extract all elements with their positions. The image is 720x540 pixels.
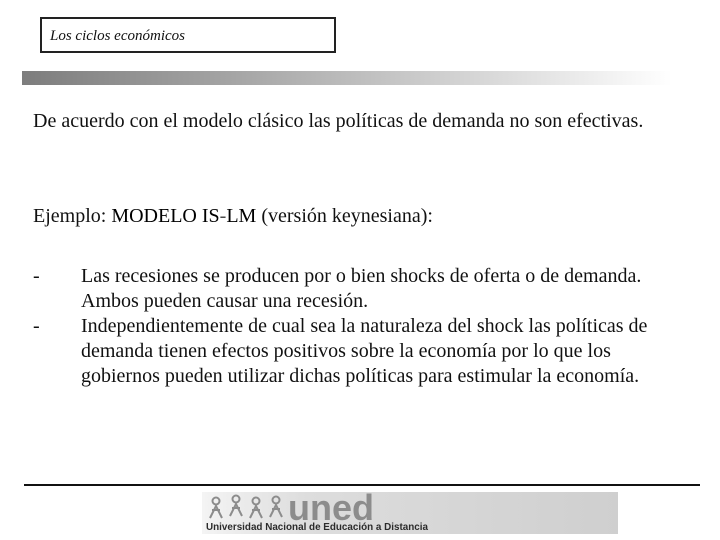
bullet-item [33, 264, 693, 314]
bullet-text: Las recesiones se producen por o bien shocks de oferta o de demanda. Ambos pueden causar una recesión. [81, 265, 642, 312]
uned-logo-graphic [202, 492, 618, 534]
logo-caption: Universidad Nacional de Educación a Distancia [206, 522, 429, 533]
uned-logo [202, 492, 618, 534]
example-dash: - [219, 205, 227, 227]
bullet-marker: - [33, 265, 40, 287]
example-model: MODELO IS [111, 205, 220, 227]
bullet-marker: - [33, 315, 40, 337]
example-lm: LM [226, 205, 257, 227]
example-prefix: Ejemplo: [33, 205, 112, 227]
bullet-text: Independientemente de cual sea la naturaleza del shock las políticas de demanda tienen efectos positivos sobre la economía por lo que los gobiernos pueden utilizar dichas políticas para estimular la economía. [81, 315, 648, 387]
bullet-list [33, 264, 693, 389]
slide-title-box [40, 17, 336, 53]
example-line [33, 203, 433, 230]
bullet-item [33, 314, 693, 389]
footer-divider [24, 484, 700, 486]
slide-title: Los ciclos económicos [50, 28, 185, 44]
intro-paragraph: De acuerdo con el modelo clásico las políticas de demanda no son efectivas. [33, 110, 644, 132]
logo-word: uned [288, 492, 374, 528]
header-gradient-bar [22, 71, 672, 85]
example-suffix: (versión keynesiana): [256, 205, 433, 227]
